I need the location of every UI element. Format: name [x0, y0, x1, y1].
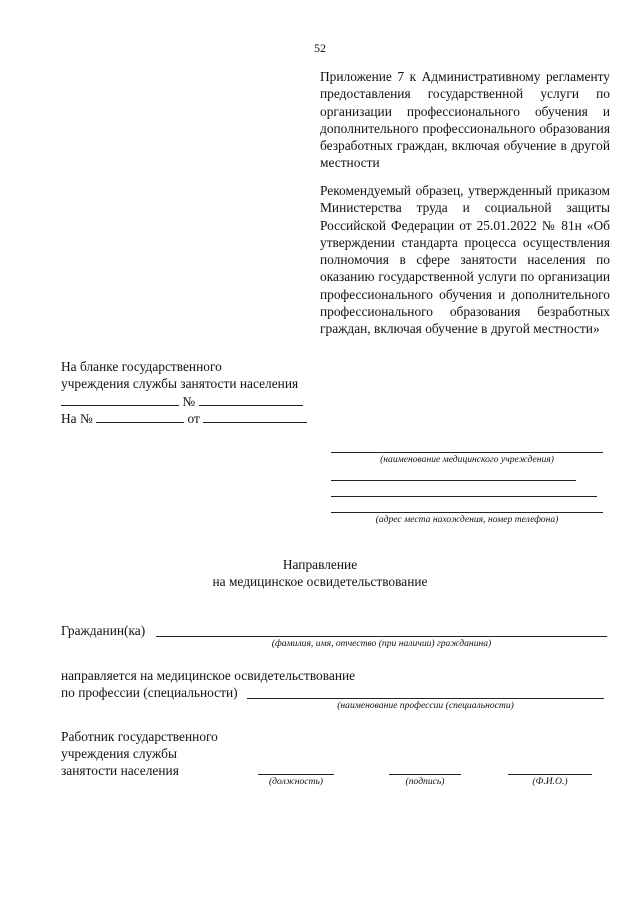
medical-institution-name-line[interactable] [331, 452, 603, 453]
worker-line-1: Работник государственного [61, 729, 218, 744]
worker-position-caption: (должность) [268, 776, 324, 787]
outgoing-number-line[interactable] [199, 393, 303, 406]
worker-signature-caption: (подпись) [405, 776, 445, 787]
referral-line-1: направляется на медицинское освидетельствование [61, 668, 356, 683]
worker-fullname-line[interactable] [508, 774, 592, 775]
document-title: Направление [282, 557, 358, 572]
medical-address-caption: (адрес места нахождения, номер телефона) [375, 514, 559, 525]
number-sign: № [182, 393, 196, 409]
reference-number-label: На № [61, 410, 93, 426]
reference-date-line[interactable] [203, 410, 307, 423]
citizen-name-line[interactable] [156, 636, 607, 637]
letterhead-line-1: На бланке государственного [61, 359, 222, 374]
reference-date-label: от [187, 410, 200, 426]
citizen-label: Гражданин(ка) [61, 623, 146, 638]
worker-line-3: занятости населения [61, 763, 179, 778]
outgoing-number-row [61, 393, 321, 410]
citizen-name-caption: (фамилия, имя, отчество (при наличии) гражданина) [271, 638, 492, 649]
referral-line-2: по профессии (специальности) [61, 685, 238, 700]
medical-institution-name-caption: (наименование медицинского учреждения) [380, 454, 554, 465]
medical-address-line-2[interactable] [331, 496, 597, 497]
profession-caption: (наименование профессии (специальности) [337, 700, 514, 711]
appendix-header: Приложение 7 к Административному регламенту предоставления государственной услуги по организации профессионального обучения и дополнительного профессионального образования безработных граждан, включая обучение в другой местности [320, 69, 610, 171]
letterhead-block [61, 358, 321, 427]
reference-number-line[interactable] [96, 410, 184, 423]
page-number: 52 [314, 41, 326, 55]
profession-line[interactable] [247, 698, 604, 699]
worker-line-2: учреждения службы [61, 746, 177, 761]
medical-address-line-3[interactable] [331, 512, 603, 513]
recommended-sample-note: Рекомендуемый образец, утвержденный приказом Министерства труда и социальной защиты Российской Федерации от 25.01.2022 № 81н «Об утверждении стандарта процесса осуществления полномочия в сфере занятости населения по оказанию государственной услуги по организации профессионального обучения и дополнительного профессионального образования безработных граждан, включая обучение в другой местности» [320, 183, 610, 337]
worker-fullname-caption: (Ф.И.О.) [532, 776, 568, 787]
worker-signature-line[interactable] [389, 774, 461, 775]
medical-address-line-1[interactable] [331, 480, 576, 481]
outgoing-date-line[interactable] [61, 393, 179, 406]
document-subtitle: на медицинское освидетельствование [212, 574, 428, 589]
worker-position-line[interactable] [258, 774, 334, 775]
reference-number-row [61, 410, 321, 427]
letterhead-line-2: учреждения службы занятости населения [61, 376, 299, 392]
